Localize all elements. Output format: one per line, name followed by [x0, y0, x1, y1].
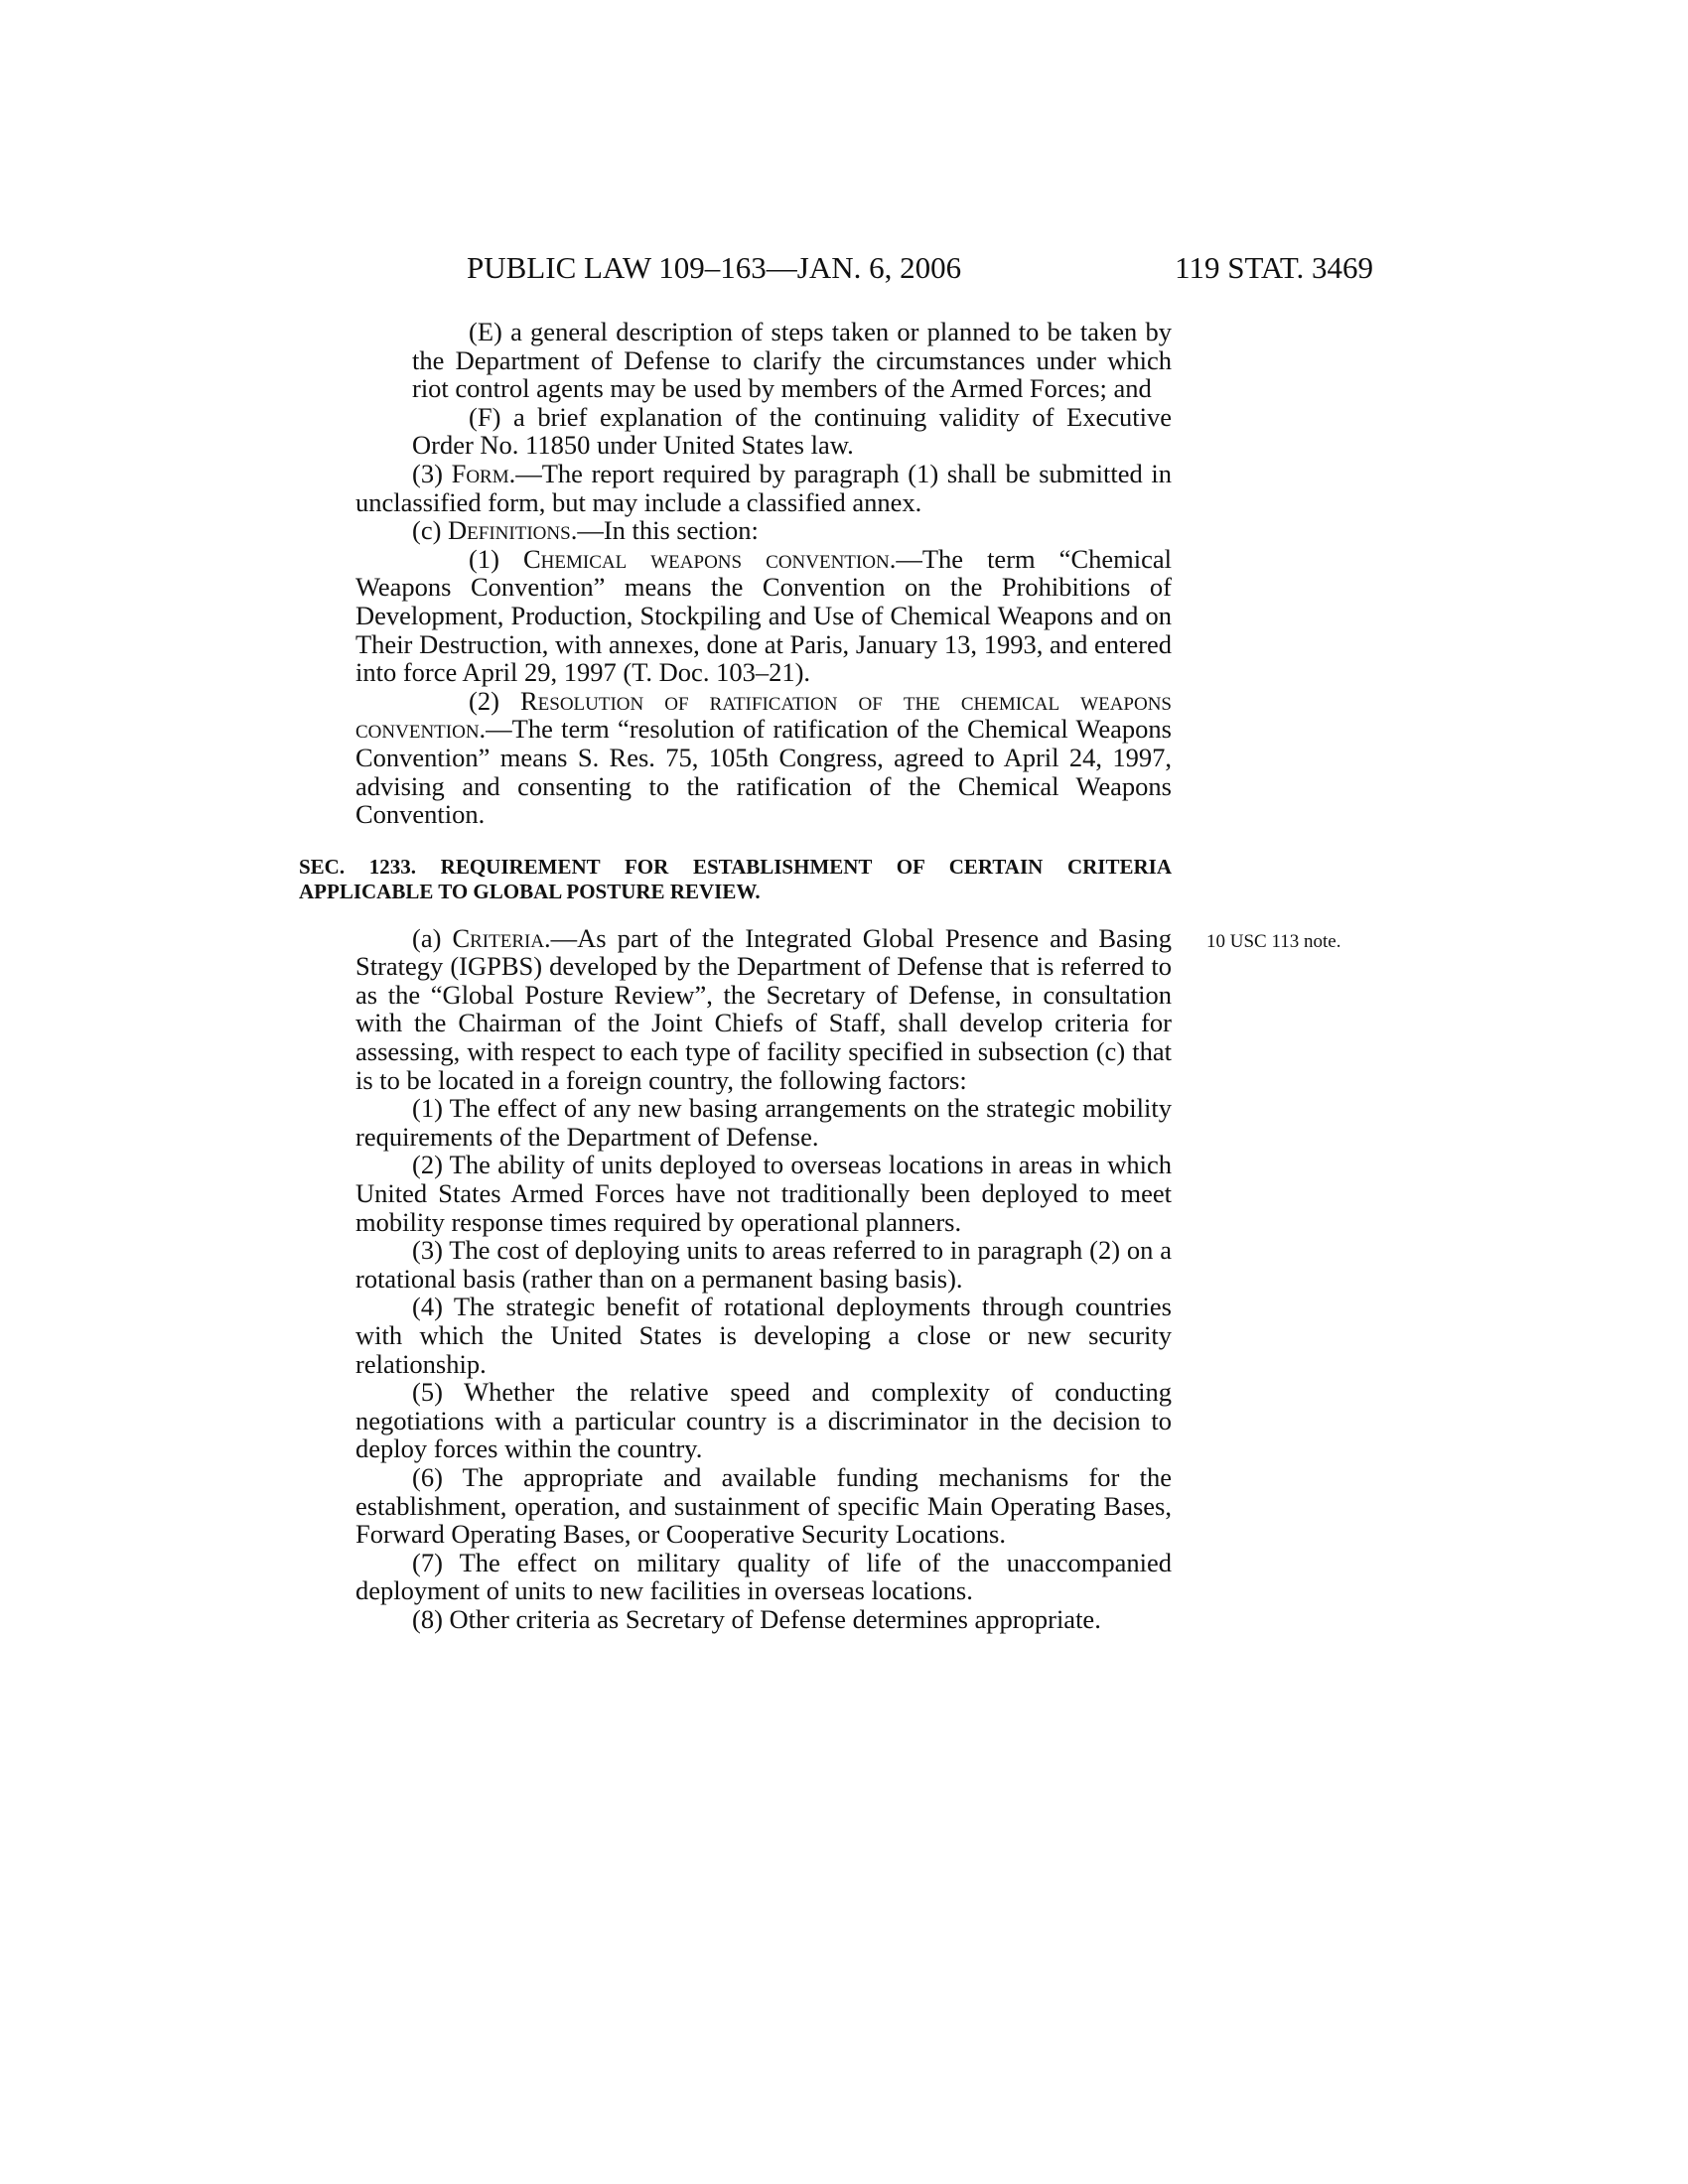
- c1-heading: Chemical weapons convention: [522, 543, 890, 574]
- list-item: (7) The effect on military quality of life of the unaccompanied deployment of units to new facilities in overseas locations.: [355, 1547, 1172, 1606]
- paragraph-form: [355, 460, 1172, 516]
- c-heading: Definitions: [448, 515, 571, 546]
- c-text: .—In this section:: [570, 515, 759, 546]
- list-item: (4) The strategic benefit of rotational deployments through countries with which the United States is developing a close or new security relationship.: [355, 1292, 1172, 1379]
- page-header: [467, 250, 1373, 290]
- list-item: (1) The effect of any new basing arrangements on the strategic mobility requirements of the Department of Defense.: [355, 1093, 1172, 1152]
- c1-text: .—The term “Chemical Weapons Convention” means the Convention on the Prohibitions of Development, Production, Stockpiling and Use of Chemical Weapons and on Their Destruction, with annexes, done at Paris, January 13, 1993, and entered into force April 29, 1997 (T. Doc. 103–21).: [355, 543, 1172, 688]
- a-heading: Criteria: [452, 922, 545, 953]
- list-item: (3) The cost of deploying units to areas referred to in paragraph (2) on a rotational basis (rather than on a permanent basing basis).: [355, 1235, 1172, 1294]
- paragraph-c: [355, 516, 1172, 545]
- c2-number: (2): [469, 685, 520, 716]
- c1-number: (1): [469, 543, 523, 574]
- margin-note: 10 USC 113 note.: [1206, 931, 1341, 952]
- list-item: (6) The appropriate and available funding mechanisms for the establishment, operation, and sustainment of specific Main Operating Bases, Forward Operating Bases, or Cooperative Security Locations.: [355, 1461, 1172, 1550]
- paragraph-a: [355, 924, 1172, 1095]
- paragraph-c1: [355, 545, 1172, 687]
- section-heading: SEC. 1233. REQUIREMENT FOR ESTABLISHMENT OF CERTAIN CRITERIA APPLICABLE TO GLOBAL POSTURE REVIEW.: [299, 854, 1172, 903]
- form-number: (3): [412, 458, 452, 488]
- form-heading: Form: [451, 458, 509, 488]
- c2-heading: Resolution of ratification of the chemical weapons convention: [355, 685, 1172, 745]
- list-item: (5) Whether the relative speed and complexity of conducting negotiations with a particular country is a discriminator in the decision to deploy forces within the country.: [355, 1377, 1172, 1464]
- law-citation: PUBLIC LAW 109–163—JAN. 6, 2006: [467, 250, 962, 285]
- list-item: (2) The ability of units deployed to overseas locations in areas in which United States Armed Forces have not traditionally been deployed to meet mobility response times required by operational planners.: [355, 1150, 1172, 1237]
- statute-page: 119 STAT. 3469: [1175, 250, 1373, 285]
- paragraph-e: (E) a general description of steps taken or planned to be taken by the Department of Defense to clarify the circumstances under which riot control agents may be used by members of the Armed Forces; and: [412, 317, 1172, 404]
- c2-text: .—The term “resolution of ratification of the Chemical Weapons Convention” means S. Res. 75, 105th Congress, agreed to April 24, 1997, advising and consenting to the ratification of the Chemical Weapons Convention.: [355, 714, 1172, 830]
- list-item: (8) Other criteria as Secretary of Defense determines appropriate.: [412, 1603, 1101, 1634]
- form-text: .—The report required by paragraph (1) shall be submitted in unclassified form, but may include a classified annex.: [355, 458, 1173, 517]
- c-number: (c): [412, 515, 449, 546]
- paragraph-f: (F) a brief explanation of the continuing validity of Executive Order No. 11850 under United States law.: [412, 401, 1172, 461]
- a-text: .—As part of the Integrated Global Presence and Basing Strategy (IGPBS) developed by the Department of Defense that is referred to as the “Global Posture Review”, the Secretary of Defense, in consultation with the Chairman of the Joint Chiefs of Staff, shall develop criteria for assessing, with respect to each type of facility specified in subsection (c) that is to be located in a foreign country, the following factors:: [355, 922, 1172, 1095]
- paragraph-c2: [355, 687, 1172, 829]
- document-body: [299, 317, 1173, 1634]
- a-number: (a): [412, 922, 453, 953]
